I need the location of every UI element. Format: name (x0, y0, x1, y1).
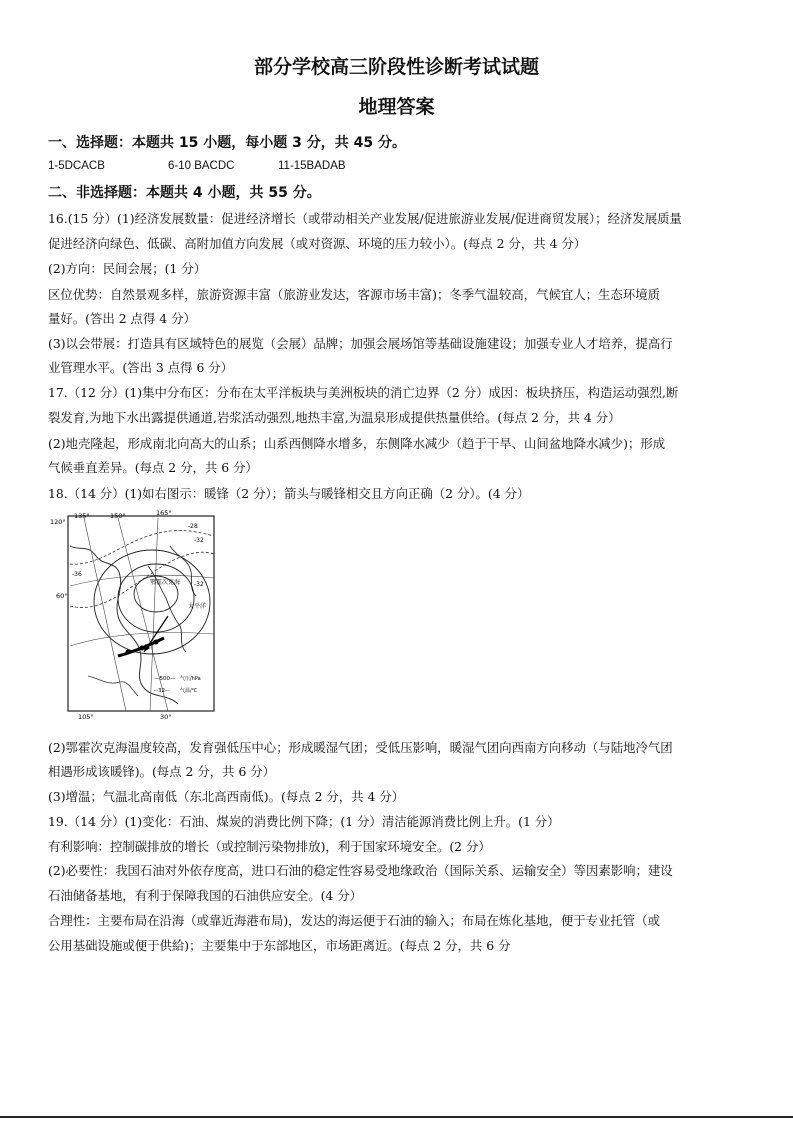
legend-symbol: —500— (154, 676, 176, 682)
lat-label: 60° (56, 592, 68, 600)
isobar (118, 564, 194, 632)
lon-label: 135° (74, 512, 90, 520)
answer-group-1: 1-5DCACB (48, 160, 105, 172)
page-subtitle: 地理答案 (358, 96, 435, 118)
answer-line: 18.（14 分）(1)如右图示：暖锋（2 分）；箭头与暖锋相交且方向正确（2 分）。(4 分） (48, 486, 530, 501)
answer-group-2: 6-10 BACDC (168, 160, 235, 172)
answer-line: 业管理水平。(答出 3 点得 6 分） (48, 360, 234, 375)
answer-line: 促进经济向绿色、低碳、高附加值方向发展（或对资源、环境的压力较小）。(每点 2 分，共 4 分） (48, 236, 587, 251)
legend-text: 气压/hPa (180, 676, 201, 682)
answer-line: 16.(15 分）(1)经济发展数量：促进经济增长（或带动相关产业发展/促进旅游业发展/促进商贸发展）；经济发展质量 (48, 211, 682, 226)
answer-line: 17.（12 分）(1)集中分布区：分布在太平洋板块与美洲板块的消亡边界（2 分）成因：板块挤压，构造运动强烈,断 (48, 385, 679, 400)
answer-line: 气候垂直差异。(每点 2 分，共 6 分） (48, 460, 258, 475)
answer-line: (3)增温；气温北高南低（东北高西南低)。(每点 2 分，共 4 分） (48, 789, 405, 804)
place-label: 太平洋 (188, 603, 207, 610)
answer-line: 量好。(答出 2 点得 4 分） (48, 311, 196, 326)
answer-line: 合理性：主要布局在沿海（或靠近海港布局)，发达的海运便于石油的输入；布局在炼化基地，便于专业托管（或 (48, 913, 660, 928)
page-title: 部分学校高三阶段性诊断考试试题 (253, 56, 539, 78)
lat-label: 120° (50, 518, 66, 526)
coastline (88, 676, 138, 696)
answer-line: 区位优势：自然景观多样，旅游资源丰富（旅游业发达，客源市场丰富)；冬季气温较高，气候宜人；生态环境质 (48, 287, 660, 302)
answer-line: (3)以会带展：打造具有区域特色的展览（会展）品牌；加强会展场馆等基础设施建设；加强专业人才培养，提高行 (48, 336, 673, 351)
answer-line: 裂发育,为地下水出露提供通道,岩浆活动强烈,地热丰富,为温泉形成提供热量供给。(每点 2 分，共 4 分） (48, 410, 621, 425)
place-label: 鄂霍次克海 (150, 579, 181, 586)
legend-symbol: --32-- (154, 688, 169, 694)
answer-line: 公用基础设施或便于供給)；主要集中于东部地区，市场距离近。(每点 2 分，共 6 分 (48, 938, 511, 953)
lon-label: 165° (156, 509, 172, 517)
answer-line: 石油储备基地，有利于保障我国的石油供应安全。(4 分） (48, 888, 363, 903)
answer-line: 相遇形成该暖锋)。(每点 2 分，共 6 分） (48, 764, 276, 779)
answer-line: 有利影响：控制碳排放的增长（或控制污染物排放)，利于国家环境安全。(2 分） (48, 839, 491, 854)
isoline-label: -36 (72, 571, 82, 578)
lon-label: 30° (160, 713, 172, 721)
answer-group-3: 11-15BADAB (278, 160, 346, 172)
page-bottom-rule (0, 1116, 793, 1118)
answer-line: (2)方向：民间会展；(1 分） (48, 261, 207, 276)
weather-map (48, 506, 218, 721)
isoline-label: -32 (194, 537, 204, 544)
isotherm (70, 531, 214, 565)
answer-line: (2)地壳隆起，形成南北向高大的山系；山系西侧降水增多，东侧降水减少（趋于干旱、山间盆地降水减少)；形成 (48, 436, 666, 451)
section1-heading: 一、选择题：本题共 15 小题，每小题 3 分，共 45 分。 (48, 135, 406, 151)
answer-line: (2)必要性：我国石油对外依存度高，进口石油的稳定性容易受地缘政治（国际关系、运输安全）等因素影响；建设 (48, 863, 673, 878)
section2-heading: 二、非选择题：本题共 4 小题，共 55 分。 (48, 185, 321, 201)
isoline-label: -28 (188, 523, 198, 530)
lon-label: 150° (110, 512, 126, 520)
answer-line: 19.（14 分）(1)变化：石油、煤炭的消费比例下降；(1 分）清洁能源消费比例上升。(1 分） (48, 814, 560, 829)
lon-label: 105° (78, 713, 94, 721)
isobar (94, 550, 210, 654)
answer-line: (2)鄂霍次克海温度较高，发育强低压中心；形成暖湿气团；受低压影响，暖湿气团向西南方向移动（与陆地冷气团 (48, 740, 673, 755)
isoline-label: -32 (194, 581, 204, 588)
legend-text: 气温/℃ (180, 688, 198, 694)
